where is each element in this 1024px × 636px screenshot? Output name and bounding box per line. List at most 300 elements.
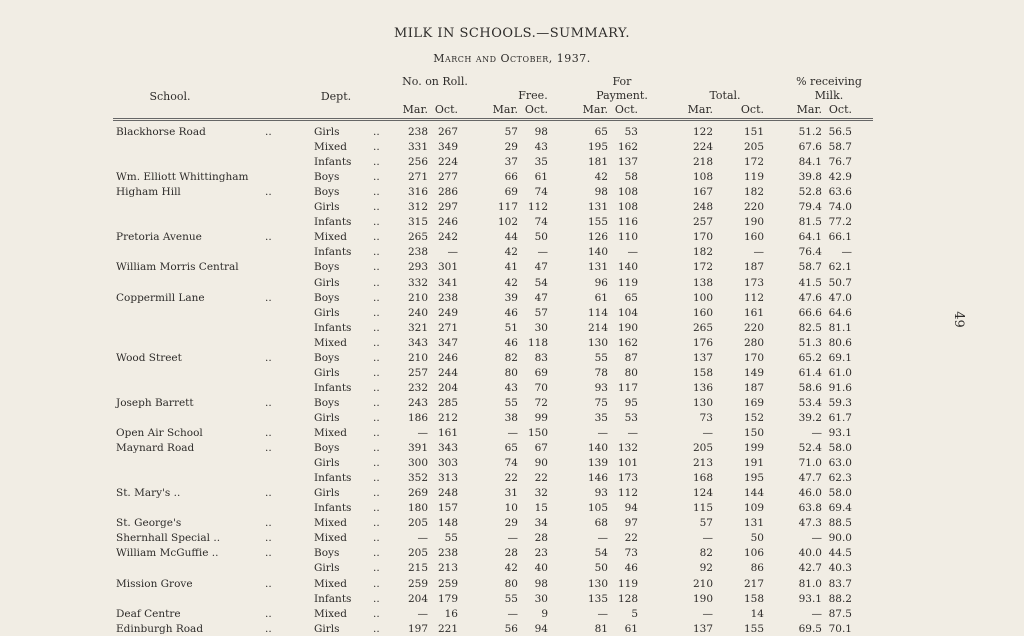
cell-pct-mar: 40.0 — [798, 547, 822, 560]
cell-pay-oct: 87 — [624, 351, 638, 364]
cell-pct-mar: — — [811, 427, 822, 439]
table-row — [0, 622, 1024, 636]
leader-dots: .. — [265, 442, 272, 455]
dept-name: Mixed — [314, 336, 347, 349]
table-row — [0, 607, 1024, 621]
cell-pct-mar: 52.8 — [798, 186, 822, 199]
cell-roll-mar: 180 — [407, 502, 428, 515]
cell-free-mar: 22 — [504, 472, 518, 485]
cell-roll-oct: 271 — [437, 321, 458, 334]
cell-free-oct: 50 — [534, 231, 548, 244]
table-row — [0, 336, 1024, 350]
cell-roll-mar: — — [417, 607, 428, 620]
cell-pct-mar: 41.5 — [798, 276, 822, 289]
cell-total-mar: 248 — [692, 201, 713, 214]
cell-roll-mar: 205 — [407, 547, 428, 560]
cell-free-oct: 34 — [534, 517, 548, 530]
cell-free-oct: 9 — [541, 607, 548, 620]
cell-free-oct: 32 — [534, 487, 548, 500]
cell-roll-oct: 249 — [437, 306, 458, 319]
cell-pct-oct: 62.3 — [828, 472, 852, 485]
subheader-roll-oct: Oct. — [434, 103, 458, 116]
table-row — [0, 291, 1024, 305]
leader-dots: .. — [373, 156, 380, 169]
cell-roll-oct: 55 — [444, 532, 458, 545]
header-school: School. — [149, 90, 191, 103]
cell-pct-mar: 64.1 — [798, 231, 822, 244]
cell-total-mar: 257 — [692, 216, 713, 229]
cell-roll-mar: 321 — [407, 321, 428, 334]
cell-total-oct: 187 — [743, 381, 764, 394]
cell-total-mar: 158 — [692, 366, 713, 379]
cell-roll-oct: 212 — [437, 411, 458, 424]
cell-pay-mar: 35 — [594, 411, 608, 424]
cell-total-oct: 86 — [750, 562, 764, 575]
leader-dots: .. — [373, 291, 380, 304]
dept-name: Boys — [314, 396, 340, 409]
cell-total-oct: 191 — [743, 457, 764, 470]
cell-pay-mar: 98 — [594, 186, 608, 199]
cell-free-mar: — — [507, 532, 518, 545]
cell-pct-oct: 56.5 — [828, 126, 852, 138]
cell-pay-oct: 132 — [617, 442, 638, 455]
dept-name: Girls — [314, 276, 340, 289]
school-name: Shernhall Special .. — [116, 532, 221, 545]
dept-name: Girls — [314, 201, 340, 214]
table-row — [0, 200, 1024, 214]
cell-pct-oct: 58.7 — [828, 141, 852, 154]
cell-total-mar: 73 — [699, 411, 713, 424]
cell-free-mar: 82 — [504, 351, 518, 364]
cell-pct-mar: — — [811, 607, 822, 620]
cell-roll-oct: 313 — [437, 472, 458, 485]
school-name: Edinburgh Road — [116, 622, 204, 635]
header-dept: Dept. — [320, 90, 352, 103]
cell-free-oct: 67 — [534, 442, 548, 455]
cell-pct-oct: 64.6 — [828, 306, 852, 319]
cell-pct-oct: 59.3 — [828, 396, 852, 409]
cell-pay-mar: 81 — [594, 622, 608, 635]
cell-pay-oct: 22 — [624, 532, 638, 545]
cell-pay-mar: 54 — [594, 547, 608, 560]
dept-name: Girls — [314, 562, 340, 575]
cell-free-mar: 42 — [504, 246, 518, 259]
cell-roll-oct: 301 — [437, 261, 458, 274]
cell-pct-mar: 82.5 — [798, 321, 822, 334]
cell-total-oct: 220 — [743, 201, 764, 214]
leader-dots: .. — [373, 502, 380, 515]
leader-dots: .. — [373, 171, 380, 184]
table-row — [0, 577, 1024, 591]
cell-total-mar: 224 — [692, 141, 713, 154]
school-name: Deaf Centre — [116, 607, 181, 620]
cell-pay-mar: — — [597, 607, 608, 620]
leader-dots: .. — [373, 607, 380, 620]
table-row — [0, 426, 1024, 440]
leader-dots: .. — [373, 411, 380, 424]
cell-pay-mar: 114 — [587, 306, 608, 319]
cell-roll-mar: — — [417, 532, 428, 545]
cell-pct-oct: 93.1 — [828, 427, 852, 439]
cell-free-mar: 66 — [504, 171, 518, 184]
cell-free-mar: 42 — [504, 276, 518, 289]
cell-roll-oct: 341 — [437, 276, 458, 289]
cell-roll-oct: 277 — [437, 171, 458, 184]
cell-total-oct: 280 — [743, 336, 764, 349]
cell-pay-oct: — — [627, 427, 638, 439]
cell-pay-oct: 117 — [617, 381, 638, 394]
cell-total-oct: 160 — [743, 231, 764, 244]
leader-dots: .. — [265, 517, 272, 530]
leader-dots: .. — [373, 201, 380, 214]
cell-pct-oct: 87.5 — [828, 607, 852, 620]
cell-pct-oct: 74.0 — [828, 201, 852, 214]
subheader-total-oct: Oct. — [740, 103, 764, 116]
cell-pay-mar: 135 — [587, 592, 608, 605]
cell-pay-oct: 108 — [617, 186, 638, 199]
cell-free-mar: — — [507, 427, 518, 439]
cell-pct-oct: 66.1 — [828, 231, 852, 244]
cell-total-mar: — — [702, 427, 713, 439]
cell-free-oct: 72 — [534, 396, 548, 409]
cell-roll-oct: 246 — [437, 216, 458, 229]
cell-free-oct: 35 — [534, 156, 548, 169]
school-name: William Morris Central — [116, 261, 239, 274]
cell-total-mar: 82 — [699, 547, 713, 560]
cell-pay-mar: 146 — [587, 472, 608, 485]
cell-total-oct: 119 — [743, 171, 764, 184]
cell-roll-mar: 271 — [407, 171, 428, 184]
cell-roll-mar: 312 — [407, 201, 428, 214]
cell-roll-oct: 157 — [437, 502, 458, 515]
cell-pay-mar: 96 — [594, 276, 608, 289]
cell-total-oct: 112 — [743, 291, 764, 304]
school-name: Open Air School — [116, 427, 203, 439]
table-row — [0, 516, 1024, 530]
cell-roll-mar: — — [417, 427, 428, 439]
leader-dots: .. — [373, 592, 380, 605]
cell-pay-mar: 131 — [587, 261, 608, 274]
table-row — [0, 245, 1024, 259]
table-row — [0, 592, 1024, 606]
cell-total-oct: 109 — [743, 502, 764, 515]
dept-name: Boys — [314, 291, 340, 304]
cell-pay-oct: 119 — [617, 577, 638, 590]
cell-free-mar: — — [507, 607, 518, 620]
cell-roll-oct: 267 — [437, 126, 458, 138]
cell-roll-mar: 331 — [407, 141, 428, 154]
cell-pay-mar: — — [597, 427, 608, 439]
cell-pay-oct: 94 — [624, 502, 638, 515]
cell-pay-mar: 50 — [594, 562, 608, 575]
cell-pct-mar: — — [811, 532, 822, 545]
table-row — [0, 276, 1024, 290]
cell-total-oct: 149 — [743, 366, 764, 379]
cell-free-oct: 30 — [534, 592, 548, 605]
cell-pct-mar: 76.4 — [798, 246, 822, 259]
dept-name: Boys — [314, 261, 340, 274]
cell-free-mar: 10 — [504, 502, 518, 515]
cell-pct-oct: 62.1 — [828, 261, 852, 274]
cell-total-mar: 170 — [692, 231, 713, 244]
cell-roll-mar: 315 — [407, 216, 428, 229]
cell-total-oct: 195 — [743, 472, 764, 485]
cell-roll-oct: 343 — [437, 442, 458, 455]
cell-total-oct: 170 — [743, 351, 764, 364]
cell-pay-oct: 46 — [624, 562, 638, 575]
cell-roll-oct: 246 — [437, 351, 458, 364]
cell-pay-mar: 42 — [594, 171, 608, 184]
cell-roll-mar: 186 — [407, 411, 428, 424]
cell-free-oct: 15 — [534, 502, 548, 515]
leader-dots: .. — [265, 427, 272, 439]
cell-free-mar: 69 — [504, 186, 518, 199]
school-name: Coppermill Lane — [116, 291, 205, 304]
cell-pay-oct: 101 — [617, 457, 638, 470]
cell-free-mar: 80 — [504, 366, 518, 379]
table-row — [0, 546, 1024, 560]
cell-roll-oct: 16 — [444, 607, 458, 620]
table-row — [0, 170, 1024, 184]
leader-dots: .. — [373, 472, 380, 485]
cell-total-mar: 210 — [692, 577, 713, 590]
table-row — [0, 260, 1024, 274]
table-row — [0, 441, 1024, 455]
cell-total-mar: 160 — [692, 306, 713, 319]
cell-pay-mar: — — [597, 532, 608, 545]
cell-pct-mar: 65.2 — [798, 351, 822, 364]
cell-pct-oct: 69.4 — [828, 502, 852, 515]
cell-pct-oct: 58.0 — [828, 442, 852, 455]
cell-free-mar: 39 — [504, 291, 518, 304]
cell-total-oct: 151 — [743, 126, 764, 138]
dept-name: Girls — [314, 457, 340, 470]
cell-free-oct: 69 — [534, 366, 548, 379]
cell-pct-mar: 58.7 — [798, 261, 822, 274]
cell-pay-oct: 53 — [624, 126, 638, 138]
dept-name: Girls — [314, 126, 340, 138]
cell-pay-oct: 119 — [617, 276, 638, 289]
cell-free-mar: 43 — [504, 381, 518, 394]
cell-roll-oct: 286 — [437, 186, 458, 199]
cell-pct-mar: 81.5 — [798, 216, 822, 229]
school-name: St. George's — [116, 517, 182, 530]
cell-pct-mar: 39.2 — [798, 411, 822, 424]
table-row — [0, 396, 1024, 410]
page-number: 49 — [950, 311, 966, 328]
table-row — [0, 501, 1024, 515]
cell-pay-oct: 61 — [624, 622, 638, 635]
leader-dots: .. — [265, 487, 272, 500]
cell-pct-mar: 58.6 — [798, 381, 822, 394]
cell-pay-mar: 140 — [587, 246, 608, 259]
cell-pct-mar: 39.8 — [798, 171, 822, 184]
cell-pay-oct: — — [627, 246, 638, 259]
cell-total-mar: 130 — [692, 396, 713, 409]
cell-pct-oct: 81.1 — [828, 321, 852, 334]
cell-total-mar: 190 — [692, 592, 713, 605]
subheader-roll-mar: Mar. — [402, 103, 428, 116]
subheader-total-mar: Mar. — [687, 103, 713, 116]
header-rule-double — [113, 120, 873, 121]
cell-free-oct: 98 — [534, 126, 548, 138]
cell-roll-oct: 213 — [437, 562, 458, 575]
cell-pay-oct: 104 — [617, 306, 638, 319]
dept-name: Girls — [314, 366, 340, 379]
leader-dots: .. — [373, 216, 380, 229]
cell-pct-oct: 40.3 — [828, 562, 852, 575]
cell-pct-mar: 93.1 — [798, 592, 822, 605]
school-name: St. Mary's .. — [116, 487, 181, 500]
cell-pay-oct: 65 — [624, 291, 638, 304]
cell-total-mar: 218 — [692, 156, 713, 169]
dept-name: Girls — [314, 622, 340, 635]
cell-total-mar: 176 — [692, 336, 713, 349]
cell-total-mar: 265 — [692, 321, 713, 334]
leader-dots: .. — [373, 562, 380, 575]
cell-free-oct: 74 — [534, 216, 548, 229]
cell-total-mar: 138 — [692, 276, 713, 289]
cell-roll-oct: 248 — [437, 487, 458, 500]
cell-total-mar: 168 — [692, 472, 713, 485]
cell-free-oct: 94 — [534, 622, 548, 635]
cell-roll-oct: 347 — [437, 336, 458, 349]
cell-roll-oct: — — [447, 246, 458, 259]
cell-pct-oct: 80.6 — [828, 336, 852, 349]
cell-total-oct: 169 — [743, 396, 764, 409]
cell-roll-mar: 300 — [407, 457, 428, 470]
cell-pct-oct: 70.1 — [828, 622, 852, 635]
dept-name: Infants — [314, 321, 352, 334]
school-name: Blackhorse Road — [116, 126, 206, 138]
cell-total-oct: 173 — [743, 276, 764, 289]
leader-dots: .. — [373, 547, 380, 560]
cell-free-oct: 47 — [534, 291, 548, 304]
cell-pay-mar: 68 — [594, 517, 608, 530]
cell-pay-oct: 97 — [624, 517, 638, 530]
cell-total-oct: 131 — [743, 517, 764, 530]
cell-pct-mar: 42.7 — [798, 562, 822, 575]
cell-roll-mar: 257 — [407, 366, 428, 379]
cell-roll-mar: 259 — [407, 577, 428, 590]
cell-free-mar: 37 — [504, 156, 518, 169]
cell-total-mar: 182 — [692, 246, 713, 259]
cell-pay-oct: 80 — [624, 366, 638, 379]
cell-pct-oct: 58.0 — [828, 487, 852, 500]
cell-total-mar: 57 — [699, 517, 713, 530]
cell-pay-mar: 55 — [594, 351, 608, 364]
leader-dots: .. — [373, 577, 380, 590]
cell-free-oct: 150 — [527, 427, 548, 439]
cell-pay-mar: 130 — [587, 577, 608, 590]
cell-pay-oct: 116 — [617, 216, 638, 229]
cell-total-oct: 152 — [743, 411, 764, 424]
school-name: Mission Grove — [116, 577, 193, 590]
cell-pct-oct: 61.7 — [828, 411, 852, 424]
cell-free-oct: 118 — [527, 336, 548, 349]
school-name: Wood Street — [116, 351, 182, 364]
cell-pay-mar: 139 — [587, 457, 608, 470]
cell-roll-mar: 197 — [407, 622, 428, 635]
cell-roll-oct: 242 — [437, 231, 458, 244]
cell-roll-oct: 204 — [437, 381, 458, 394]
cell-pct-mar: 84.1 — [798, 156, 822, 169]
table-row — [0, 486, 1024, 500]
cell-pay-mar: 130 — [587, 336, 608, 349]
cell-free-oct: 43 — [534, 141, 548, 154]
cell-roll-mar: 265 — [407, 231, 428, 244]
cell-total-oct: 14 — [750, 607, 764, 620]
table-row — [0, 351, 1024, 365]
dept-name: Infants — [314, 381, 352, 394]
cell-pct-oct: — — [841, 246, 852, 259]
cell-pct-mar: 79.4 — [798, 201, 822, 214]
dept-name: Boys — [314, 442, 340, 455]
cell-roll-oct: 221 — [437, 622, 458, 635]
cell-pct-mar: 67.6 — [798, 141, 822, 154]
cell-pct-mar: 47.3 — [798, 517, 822, 530]
cell-pay-oct: 58 — [624, 171, 638, 184]
table-row — [0, 321, 1024, 335]
cell-free-oct: 57 — [534, 306, 548, 319]
cell-roll-mar: 240 — [407, 306, 428, 319]
cell-roll-oct: 179 — [437, 592, 458, 605]
cell-pct-mar: 46.0 — [798, 487, 822, 500]
cell-pay-oct: 140 — [617, 261, 638, 274]
cell-total-oct: 190 — [743, 216, 764, 229]
cell-pay-mar: 93 — [594, 381, 608, 394]
dept-name: Infants — [314, 246, 352, 259]
cell-pct-mar: 53.4 — [798, 396, 822, 409]
leader-dots: .. — [265, 231, 272, 244]
table-row — [0, 561, 1024, 575]
cell-total-mar: — — [702, 532, 713, 545]
cell-free-mar: 55 — [504, 396, 518, 409]
leader-dots: .. — [265, 622, 272, 635]
cell-pay-oct: 128 — [617, 592, 638, 605]
cell-pct-oct: 91.6 — [828, 381, 852, 394]
header-free: Free. — [518, 89, 548, 102]
cell-roll-oct: 285 — [437, 396, 458, 409]
cell-free-mar: 42 — [504, 562, 518, 575]
cell-roll-mar: 238 — [407, 246, 428, 259]
cell-roll-mar: 210 — [407, 351, 428, 364]
cell-pct-mar: 51.2 — [798, 126, 822, 138]
leader-dots: .. — [373, 231, 380, 244]
cell-total-oct: 220 — [743, 321, 764, 334]
cell-free-oct: 90 — [534, 457, 548, 470]
cell-roll-mar: 269 — [407, 487, 428, 500]
cell-pay-oct: 162 — [617, 141, 638, 154]
page-title: MILK IN SCHOOLS.—SUMMARY. — [393, 26, 631, 41]
dept-name: Boys — [314, 351, 340, 364]
cell-total-mar: 108 — [692, 171, 713, 184]
cell-pay-mar: 65 — [594, 126, 608, 138]
cell-pay-oct: 108 — [617, 201, 638, 214]
leader-dots: .. — [373, 186, 380, 199]
cell-free-oct: 74 — [534, 186, 548, 199]
cell-pct-mar: 47.7 — [798, 472, 822, 485]
cell-pct-oct: 63.0 — [828, 457, 852, 470]
school-name: William McGuffie .. — [116, 547, 219, 560]
leader-dots: .. — [373, 381, 380, 394]
dept-name: Mixed — [314, 141, 347, 154]
dept-name: Mixed — [314, 607, 347, 620]
cell-pay-oct: 137 — [617, 156, 638, 169]
cell-total-oct: 182 — [743, 186, 764, 199]
cell-pay-mar: 155 — [587, 216, 608, 229]
cell-roll-mar: 316 — [407, 186, 428, 199]
